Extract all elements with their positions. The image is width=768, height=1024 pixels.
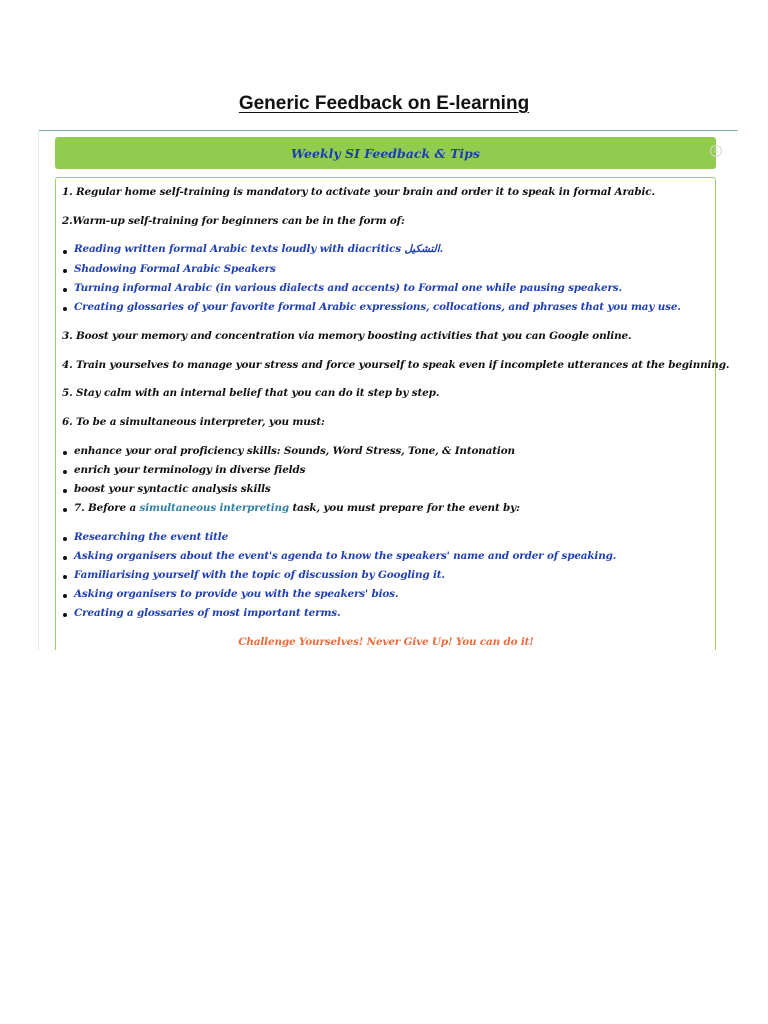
tip-4: 4. Train yourselves to manage your stress and force yourself to speak even if incomplete utterances at the beginning. xyxy=(62,359,730,371)
bullet xyxy=(63,489,67,493)
left-divider xyxy=(38,130,39,650)
bullet xyxy=(63,508,67,512)
warmup-item: Shadowing Formal Arabic Speakers xyxy=(74,263,276,275)
bullet xyxy=(63,250,67,254)
warmup-item: Turning informal Arabic (in various dialects and accents) to Formal one while pausing speakers. xyxy=(74,282,622,294)
prepare-item: Familiarising yourself with the topic of discussion by Googling it. xyxy=(74,569,445,581)
tip-6: 6. To be a simultaneous interpreter, you must: xyxy=(62,416,325,428)
bullet xyxy=(63,470,67,474)
warmup-item: Reading written formal Arabic texts loudly with diacritics التشكيل. xyxy=(74,243,444,255)
bullet xyxy=(63,537,67,541)
top-divider xyxy=(38,130,738,131)
bullet xyxy=(63,575,67,579)
prepare-item: Creating a glossaries of most important terms. xyxy=(74,607,341,619)
tip-7-intro: 7. Before a xyxy=(74,502,140,514)
close-icon[interactable]: × xyxy=(710,145,722,157)
prepare-item: Asking organisers about the event's agenda to know the speakers' name and order of speaking. xyxy=(74,550,617,562)
page-blank-area xyxy=(0,650,768,1024)
prepare-item: Researching the event title xyxy=(74,531,229,543)
must-item: boost your syntactic analysis skills xyxy=(74,483,271,495)
panel-header-title: Weekly SI Feedback & Tips xyxy=(291,145,480,161)
panel-header xyxy=(55,137,716,169)
must-item: enrich your terminology in diverse fields xyxy=(74,464,306,476)
tip-7-rest: task, you must prepare for the event by: xyxy=(289,502,520,514)
page-title: Generic Feedback on E-learning xyxy=(238,93,530,114)
simultaneous-interpreting-link[interactable]: simultaneous interpreting xyxy=(139,502,290,514)
bullet xyxy=(63,556,67,560)
tip-5: 5. Stay calm with an internal belief that you can do it step by step. xyxy=(62,387,440,399)
bullet xyxy=(63,288,67,292)
bullet xyxy=(63,613,67,617)
closing-message: Challenge Yourselves! Never Give Up! You can do it! xyxy=(238,636,534,648)
tip-2: 2.Warm-up self-training for beginners can be in the form of: xyxy=(62,215,405,227)
must-item: enhance your oral proficiency skills: Sounds, Word Stress, Tone, & Intonation xyxy=(74,445,515,457)
tip-3: 3. Boost your memory and concentration via memory boosting activities that you can Google online. xyxy=(62,330,632,342)
bullet xyxy=(63,451,67,455)
tip-1: 1. Regular home self-training is mandatory to activate your brain and order it to speak in formal Arabic. xyxy=(62,186,655,198)
prepare-item: Asking organisers to provide you with the speakers' bios. xyxy=(74,588,399,600)
warmup-item: Creating glossaries of your favorite formal Arabic expressions, collocations, and phrases that you may use. xyxy=(74,301,681,313)
bullet xyxy=(63,594,67,598)
tip-7 xyxy=(74,502,520,514)
bullet xyxy=(63,307,67,311)
bullet xyxy=(63,269,67,273)
